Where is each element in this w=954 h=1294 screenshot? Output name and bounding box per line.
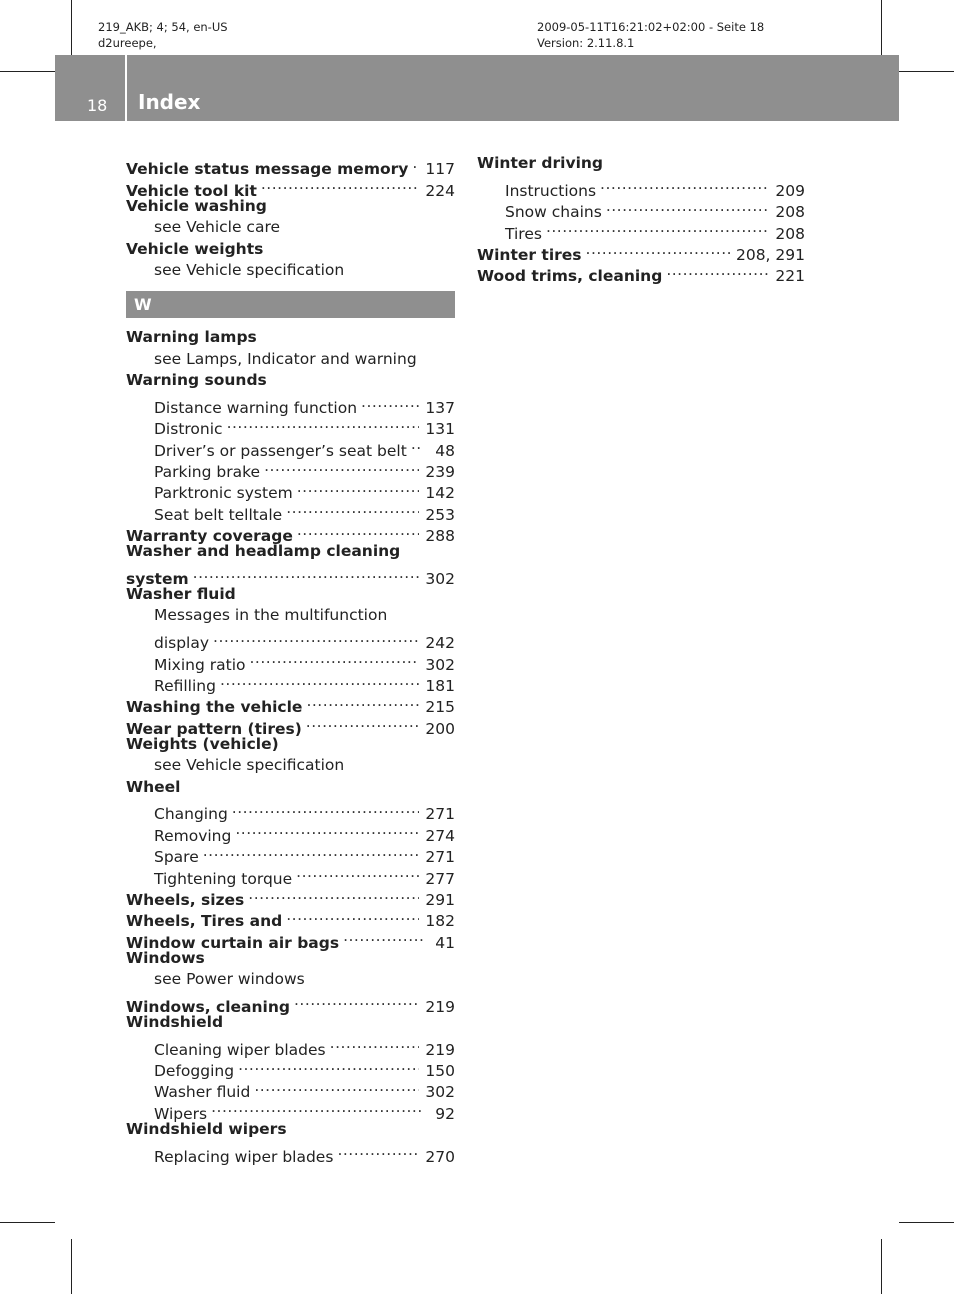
page-reference: 117 xyxy=(425,160,455,179)
dot-leader xyxy=(220,670,419,691)
meta-line: Version: 2.11.8.1 xyxy=(537,36,635,50)
index-entry xyxy=(126,260,455,281)
index-term: Messages in the multifunction xyxy=(154,606,388,625)
page-reference: 137 xyxy=(425,398,455,417)
index-term: Spare xyxy=(154,848,199,867)
index-entry xyxy=(126,584,455,605)
index-term: Wheels, sizes xyxy=(126,890,245,909)
index-entry xyxy=(126,777,455,798)
dot-leader xyxy=(193,563,420,584)
index-term: Warranty coverage xyxy=(126,527,293,546)
dot-leader xyxy=(213,627,419,648)
meta-line: 2009-05-11T16:21:02+02:00 - Seite 18 xyxy=(537,20,765,34)
dot-leader xyxy=(248,884,419,905)
index-term: see Power windows xyxy=(154,970,305,989)
page-reference: 48 xyxy=(435,441,455,460)
index-entry xyxy=(126,1140,455,1166)
index-term: Replacing wiper blades xyxy=(154,1147,334,1166)
dot-leader xyxy=(411,434,423,455)
index-term: Windows, cleaning xyxy=(126,997,290,1016)
dot-leader xyxy=(297,520,420,541)
page-reference: 92 xyxy=(435,1104,455,1123)
header-divider xyxy=(125,55,127,121)
dot-leader xyxy=(294,990,419,1011)
index-term: see Vehicle specification xyxy=(154,260,345,279)
index-entry xyxy=(126,217,455,238)
page-reference: 253 xyxy=(425,505,455,524)
dot-leader xyxy=(286,498,419,519)
index-term: Distance warning function xyxy=(154,398,358,417)
page-reference: 208 xyxy=(775,224,805,243)
print-meta-left xyxy=(98,19,228,51)
index-term: Weights (vehicle) xyxy=(126,734,279,753)
meta-line: 219_AKB; 4; 54, en-US xyxy=(98,20,228,34)
index-term: see Lamps, Indicator and warning xyxy=(154,349,417,368)
page-reference: 219 xyxy=(425,1040,455,1059)
index-entry xyxy=(477,153,805,174)
index-term: Washer fluid xyxy=(154,1083,251,1102)
page-reference: 200 xyxy=(425,719,455,738)
meta-line: d2ureepe, xyxy=(98,36,157,50)
crop-mark xyxy=(0,1222,55,1223)
page-reference: 41 xyxy=(435,933,455,952)
index-entry xyxy=(126,627,455,653)
page-reference: 271 xyxy=(425,848,455,867)
page-reference: 270 xyxy=(425,1147,455,1166)
index-entry xyxy=(126,990,455,1016)
index-term: Instructions xyxy=(505,181,597,200)
index-entry xyxy=(126,1012,455,1033)
page-reference: 215 xyxy=(425,698,455,717)
index-term: Warning lamps xyxy=(126,328,257,347)
dot-leader xyxy=(306,691,419,712)
index-term: Wheel xyxy=(126,777,181,796)
index-term: Parking brake xyxy=(154,463,261,482)
index-term: Windshield wipers xyxy=(126,1119,287,1138)
index-term: Windshield xyxy=(126,1012,224,1031)
crop-mark xyxy=(0,71,55,72)
index-term: Defogging xyxy=(154,1062,235,1081)
index-term: Removing xyxy=(154,826,232,845)
page-reference: 131 xyxy=(425,420,455,439)
index-term: Warning sounds xyxy=(126,371,267,390)
page-reference: 208 xyxy=(775,203,805,222)
page-reference: 274 xyxy=(425,826,455,845)
index-list xyxy=(126,327,455,1166)
index-term: Washing the vehicle xyxy=(126,698,303,717)
index-entry xyxy=(126,563,455,589)
index-entry xyxy=(126,153,455,179)
index-column-left xyxy=(126,153,455,1166)
dot-leader xyxy=(203,841,420,862)
page-reference: 242 xyxy=(425,634,455,653)
dot-leader xyxy=(546,217,769,238)
index-term: Cleaning wiper blades xyxy=(154,1040,326,1059)
index-entry xyxy=(126,392,455,417)
index-term: Windows xyxy=(126,948,205,967)
dot-leader xyxy=(227,413,420,434)
index-entry xyxy=(126,969,455,990)
crop-mark xyxy=(881,1239,882,1294)
dot-leader xyxy=(232,798,420,819)
dot-leader xyxy=(238,1055,419,1076)
page-reference: 219 xyxy=(425,997,455,1016)
page-reference: 277 xyxy=(425,869,455,888)
index-term: Tightening torque xyxy=(154,869,293,888)
index-entry xyxy=(126,1033,455,1059)
dot-leader xyxy=(286,905,419,926)
dot-leader xyxy=(235,819,419,840)
index-entry xyxy=(126,798,455,824)
index-term: Wipers xyxy=(154,1104,208,1123)
dot-leader xyxy=(361,392,419,413)
index-list xyxy=(477,153,805,286)
crop-mark xyxy=(71,1239,72,1294)
index-entry xyxy=(126,541,455,562)
index-term: Window curtain air bags xyxy=(126,933,340,952)
page-reference: 142 xyxy=(425,484,455,503)
page-reference: 302 xyxy=(425,655,455,674)
index-entry xyxy=(126,239,455,260)
page-reference: 221 xyxy=(775,267,805,286)
crop-mark xyxy=(899,1222,954,1223)
crop-mark xyxy=(881,0,882,55)
page-reference: 271 xyxy=(425,805,455,824)
index-term: Winter tires xyxy=(477,245,582,264)
dot-leader xyxy=(296,862,419,883)
page-title: Index xyxy=(138,90,201,114)
page-reference: 291 xyxy=(425,890,455,909)
dot-leader xyxy=(297,477,420,498)
index-term: Vehicle weights xyxy=(126,239,264,258)
page-reference: 150 xyxy=(425,1062,455,1081)
index-term: display xyxy=(154,634,210,653)
index-term: Parktronic system xyxy=(154,484,293,503)
index-term: Snow chains xyxy=(505,203,602,222)
dot-leader xyxy=(261,174,420,195)
dot-leader xyxy=(412,153,419,174)
index-term: Mixing ratio xyxy=(154,655,246,674)
page-reference: 288 xyxy=(425,527,455,546)
dot-leader xyxy=(606,196,770,217)
dot-leader xyxy=(337,1140,419,1161)
crop-mark xyxy=(899,71,954,72)
index-term: see Vehicle specification xyxy=(154,756,345,775)
index-entry xyxy=(126,605,455,626)
index-entry xyxy=(126,755,455,776)
dot-leader xyxy=(264,456,419,477)
dot-leader xyxy=(306,712,420,733)
index-term: Washer fluid xyxy=(126,585,236,604)
dot-leader xyxy=(600,174,769,195)
dot-leader xyxy=(211,1097,423,1118)
page-reference: 302 xyxy=(425,1083,455,1102)
index-list xyxy=(126,153,455,281)
index-term: Distronic xyxy=(154,420,223,439)
dot-leader xyxy=(250,648,420,669)
index-term: Refilling xyxy=(154,676,216,695)
page-number: 18 xyxy=(87,96,108,115)
index-entry xyxy=(126,327,455,348)
page-reference: 208, 291 xyxy=(735,245,805,264)
index-entry xyxy=(126,1119,455,1140)
page-reference: 182 xyxy=(425,912,455,931)
index-entry xyxy=(126,196,455,217)
index-column-right xyxy=(477,153,805,286)
index-term: Seat belt telltale xyxy=(154,505,283,524)
index-entry xyxy=(477,174,805,200)
page-reference: 209 xyxy=(775,181,805,200)
index-term: Vehicle washing xyxy=(126,196,267,215)
dot-leader xyxy=(343,926,423,947)
index-entry xyxy=(126,349,455,370)
dot-leader xyxy=(586,239,730,260)
page-reference: 224 xyxy=(425,181,455,200)
page-reference: 239 xyxy=(425,463,455,482)
section-letter-band: W xyxy=(126,291,455,318)
index-term: Changing xyxy=(154,805,228,824)
index-term: Wheels, Tires and xyxy=(126,912,283,931)
page-reference: 302 xyxy=(425,570,455,589)
index-term: Driver’s or passenger’s seat belt xyxy=(154,441,407,460)
index-term: Wear pattern (tires) xyxy=(126,719,302,738)
index-term: Vehicle tool kit xyxy=(126,181,257,200)
index-term: Wood trims, cleaning xyxy=(477,267,663,286)
crop-mark xyxy=(71,0,72,55)
index-term: Winter driving xyxy=(477,154,604,172)
index-entry xyxy=(126,370,455,391)
index-term: see Vehicle care xyxy=(154,218,281,237)
dot-leader xyxy=(666,260,769,281)
dot-leader xyxy=(330,1033,420,1054)
index-term: Vehicle status message memory xyxy=(126,160,409,179)
index-term: Tires xyxy=(505,224,542,243)
index-term: Washer and headlamp cleaning xyxy=(126,542,401,561)
index-term: system xyxy=(126,570,189,589)
dot-leader xyxy=(254,1076,419,1097)
page-reference: 181 xyxy=(425,676,455,695)
print-meta-right xyxy=(537,19,764,51)
